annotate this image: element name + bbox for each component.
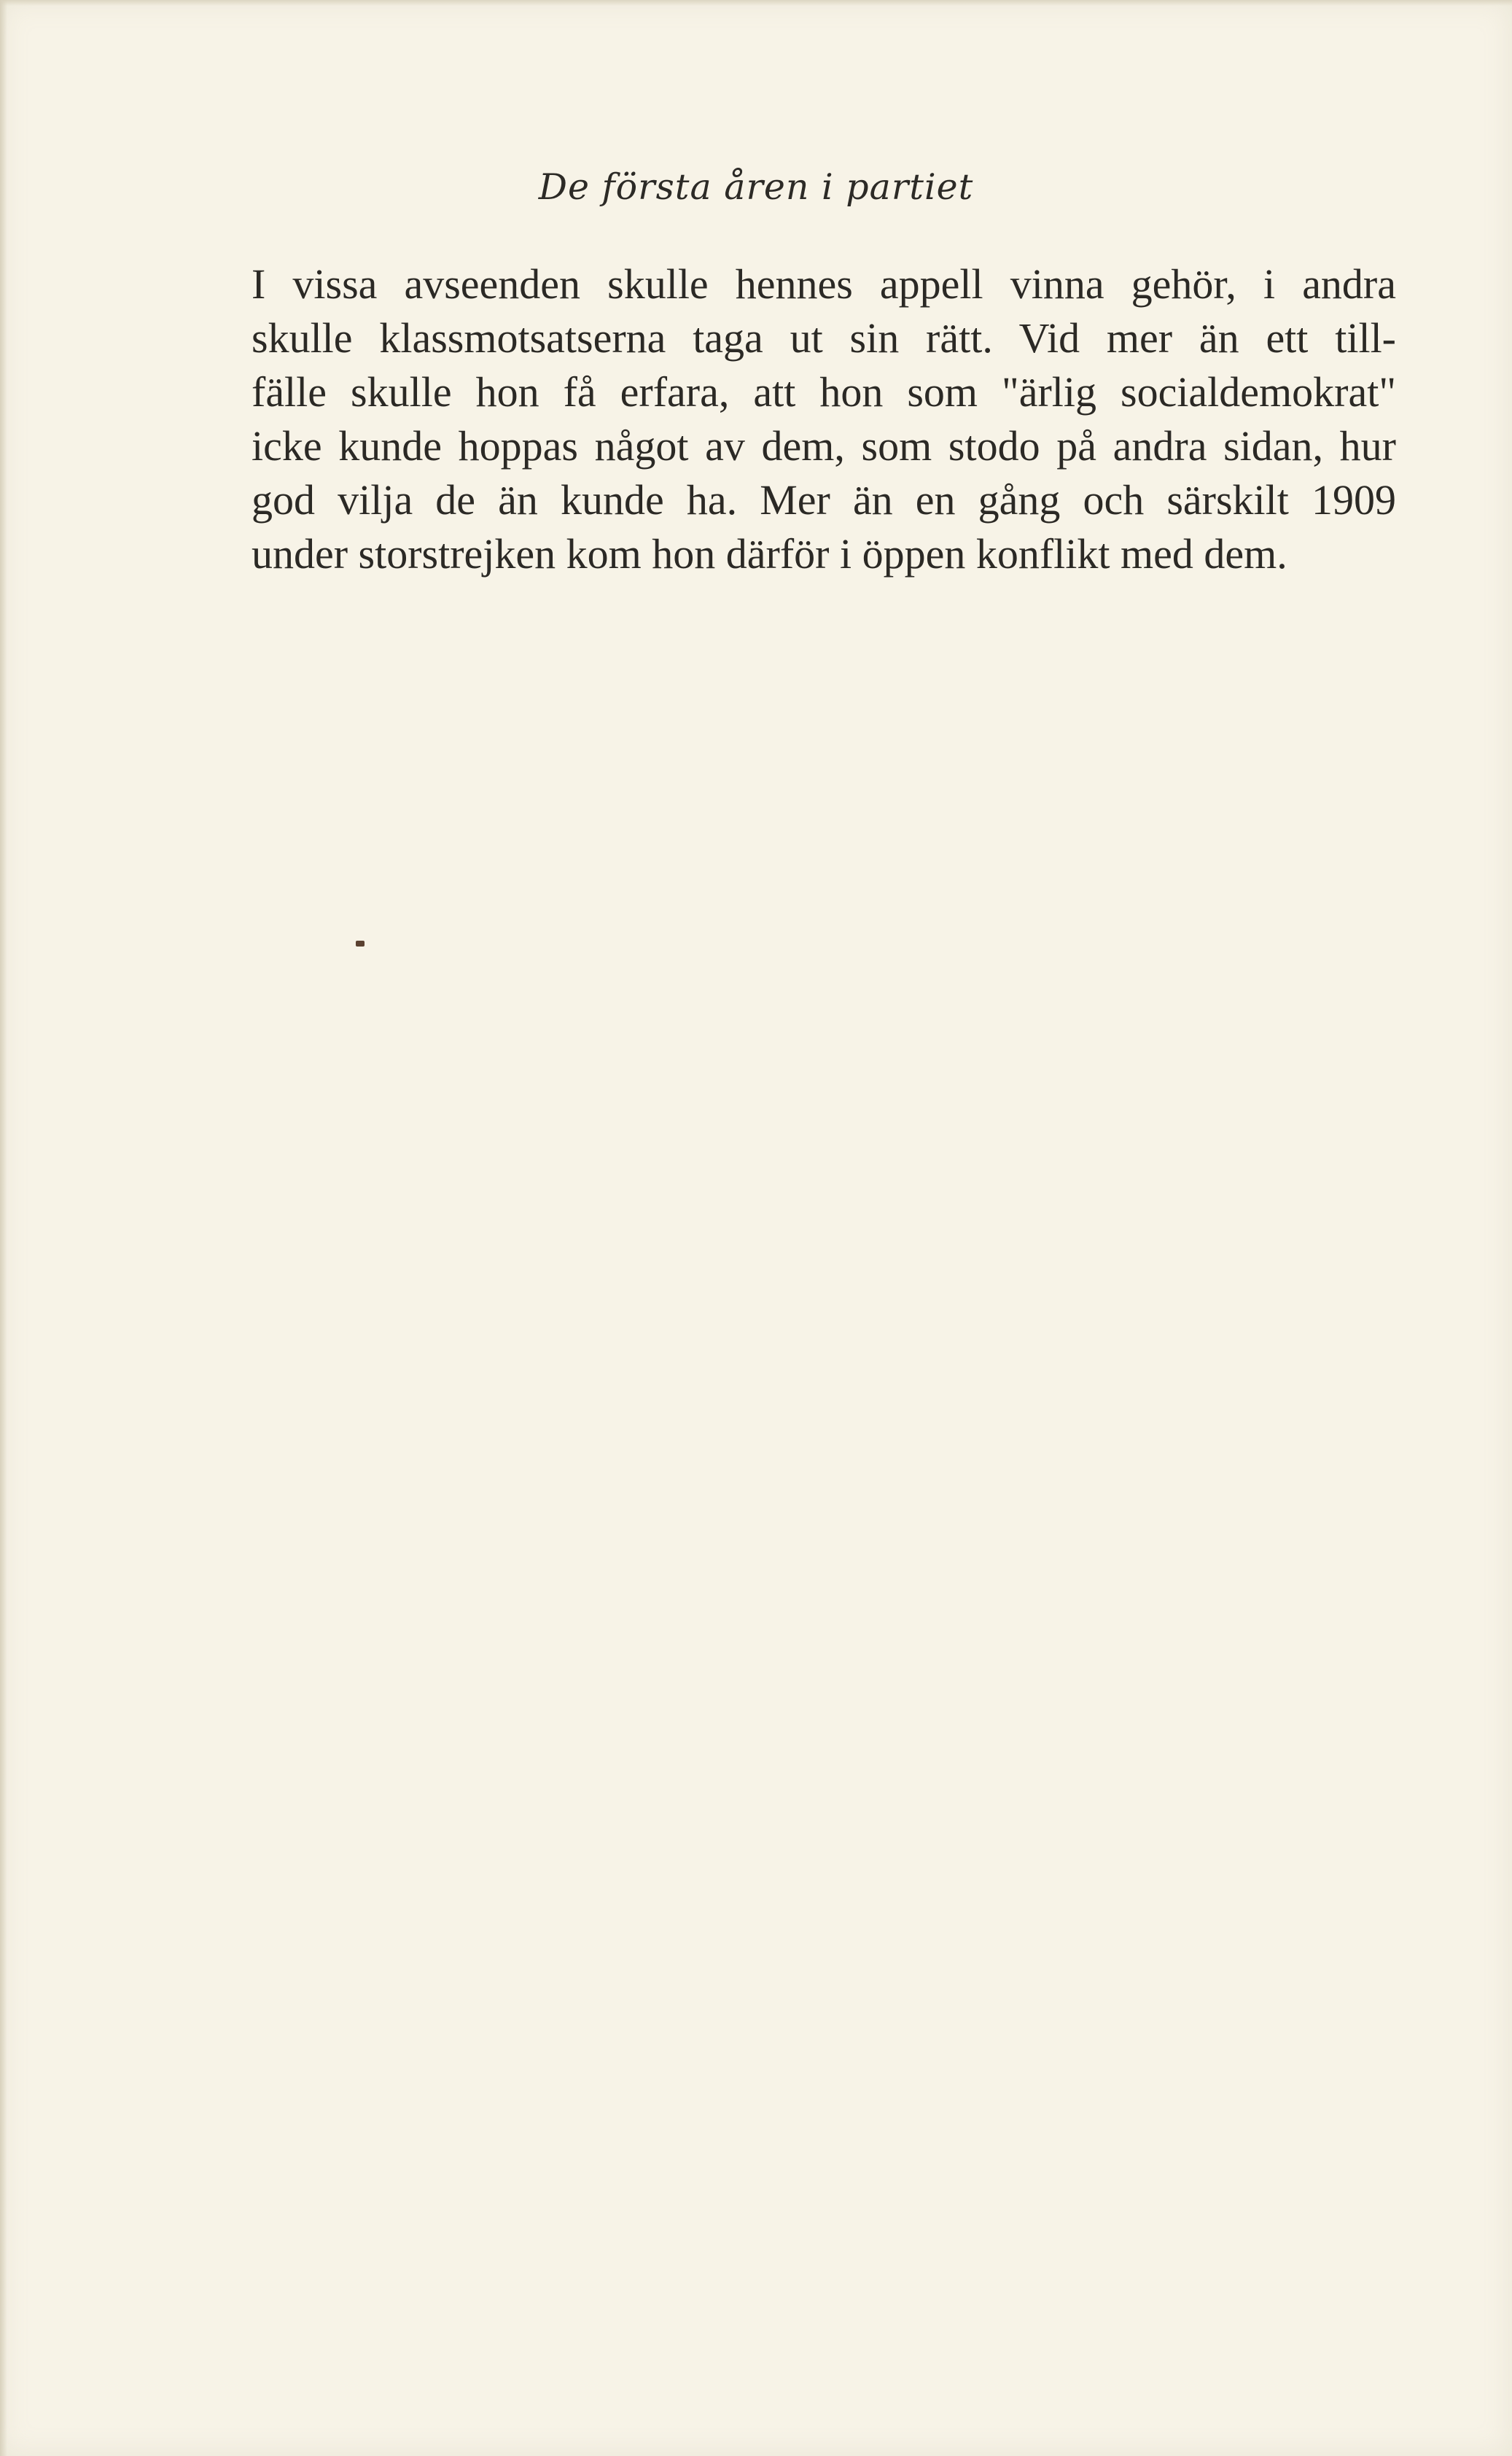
text-line: I vissa avseenden skulle hennes appell vinna gehör, i andra	[252, 260, 1396, 308]
text-line: under storstrejken kom hon därför i öppen konflikt med dem.	[252, 530, 1287, 578]
running-head: De första åren i partiet	[538, 166, 974, 208]
ink-speck	[356, 941, 365, 947]
text-line: god vilja de än kunde ha. Mer än en gång och särskilt 1909	[252, 476, 1396, 524]
text-line: fälle skulle hon få erfara, att hon som "ärlig socialdemokrat"	[252, 368, 1396, 416]
body-paragraph	[252, 257, 1396, 581]
text-line: icke kunde hoppas något av dem, som stodo på andra sidan, hur	[252, 422, 1396, 470]
page-top-edge	[0, 0, 1512, 6]
page-left-edge	[0, 0, 7, 2456]
text-line: skulle klassmotsatserna taga ut sin rätt. Vid mer än ett till-	[252, 314, 1396, 362]
